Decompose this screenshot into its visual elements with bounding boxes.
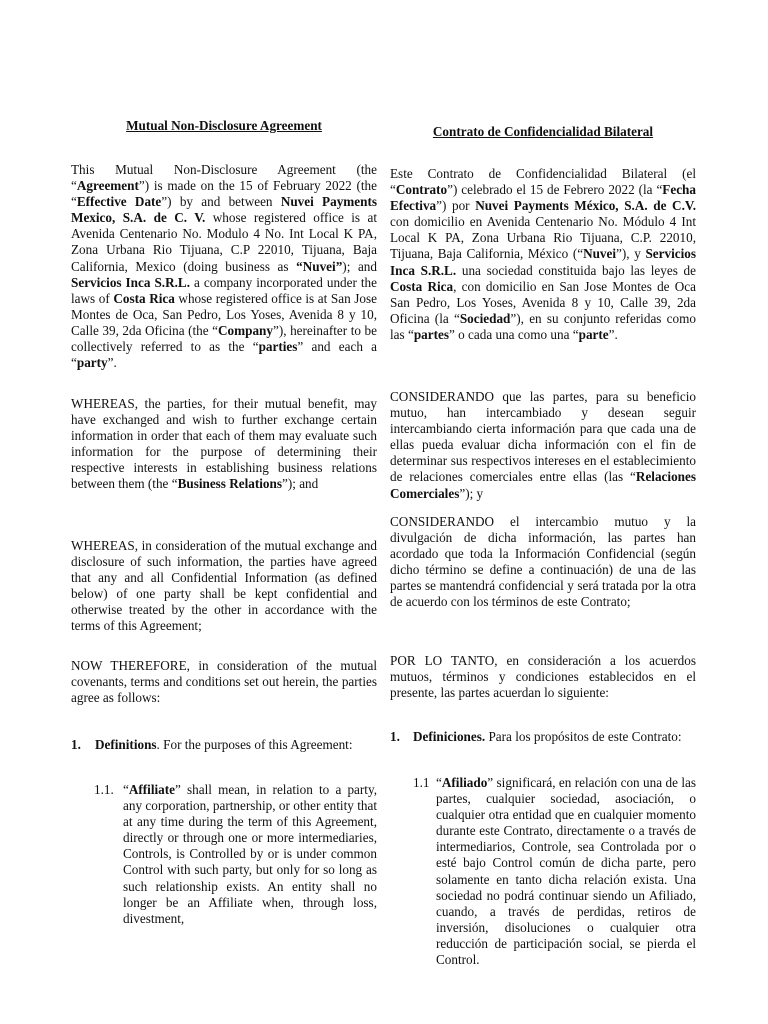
spanish-por-lo-tanto: POR LO TANTO, en consideración a los acuerdos mutuos, términos y condiciones establecidos en el presente, las partes acuerdan lo siguiente: xyxy=(390,653,696,701)
spanish-clause-1-1 xyxy=(413,775,696,968)
spanish-considerando-1: CONSIDERANDO que las partes, para su beneficio mutuo, han intercambiado y desean seguir intercambiando cierta información para que cada una de ellas pueda evaluar dicha información con el fin de determinar sus respectivos intereses en el establecimiento de relaciones comerciales entre ellas (las “Relaciones Comerciales”); y xyxy=(390,389,696,501)
spanish-title: Contrato de Confidencialidad Bilateral xyxy=(432,124,654,139)
english-whereas-1: WHEREAS, the parties, for their mutual benefit, may have exchanged and wish to further exchange certain information in order that each of them may evaluate such information for the purpose of determining their respective interests in establishing business relations between them (the “Business Relations”); and xyxy=(71,396,377,492)
english-clause-1-1-text: “Affiliate” shall mean, in relation to a party, any corporation, partnership, or other entity that at any time during the term of this Agreement, directly or through one or more intermediaries, Controls, is Controlled by or is under common Control with such party, but only for so long as such relationship exists. An entity shall no longer be an Affiliate when, through loss, divestment, xyxy=(123,782,377,926)
english-section-1 xyxy=(71,737,377,753)
spanish-clause-1-1-text: “Afiliado” significará, en relación con una de las partes, cualquier sociedad, asociación, o cualquier otra entidad que en cualquier momento durante este Contrato, directamente o a través de intermediarios, Controle, sea Controlada por o esté bajo Control común de dicha parte, pero solamente en tanto dicha relación exista. Una sociedad no podrá continuar siendo un Afiliado, cuando, a través de perdidas, retiros de inversión, disoluciones o cualquier otra reducción de participación social, se pierda el Control. xyxy=(436,775,696,968)
spanish-clause-1-1-number: 1.1 xyxy=(413,775,430,790)
spanish-section-1-number: 1. xyxy=(390,729,400,744)
english-section-1-number: 1. xyxy=(71,737,81,752)
english-whereas-2: WHEREAS, in consideration of the mutual exchange and disclosure of such information, the parties have agreed that any and all Confidential Information (as defined below) of one party shall be kept confidential and otherwise treated by the other in accordance with the terms of this Agreement; xyxy=(71,538,377,634)
english-title: Mutual Non-Disclosure Agreement xyxy=(126,118,322,133)
spanish-section-1 xyxy=(390,729,696,745)
english-now-therefore: NOW THEREFORE, in consideration of the mutual covenants, terms and conditions set out herein, the parties agree as follows: xyxy=(71,658,377,706)
english-clause-1-1 xyxy=(94,782,377,927)
english-section-1-heading: Definitions. For the purposes of this Agreement: xyxy=(95,737,353,752)
english-clause-1-1-number: 1.1. xyxy=(94,782,114,797)
spanish-section-1-heading: Definiciones. Para los propósitos de este Contrato: xyxy=(413,729,682,744)
english-preamble: This Mutual Non-Disclosure Agreement (the “Agreement”) is made on the 15 of February 2022 (the “Effective Date”) by and between Nuvei Payments Mexico, S.A. de C. V. whose registered office is at Avenida Centenario No. Modulo 4 No. Int Local K PA, Zona Urbana Rio Tijuana, C.P 22010, Tijuana, Baja California, Mexico (doing business as “Nuvei”); and Servicios Inca S.R.L. a company incorporated under the laws of Costa Rica whose registered office is at San Jose Montes de Oca, San Pedro, Los Yoses, Avenida 8 y 10, Calle 39, 2da Oficina (the “Company”), hereinafter to be collectively referred to as the “parties” and each a “party”. xyxy=(71,162,378,371)
spanish-considerando-2: CONSIDERANDO el intercambio mutuo y la divulgación de dicha información, las partes han acordado que toda la Información Confidencial (según dicho término se define a continuación) de una de las partes se mantendrá confidencial y será tratada por la otra de acuerdo con los términos de este Contrato; xyxy=(390,514,696,610)
spanish-preamble: Este Contrato de Confidencialidad Bilateral (el “Contrato”) celebrado el 15 de Febrero 2022 (la “Fecha Efectiva”) por Nuvei Payments México, S.A. de C.V. con domicilio en Avenida Centenario No. Módulo 4 Int Local K PA, Zona Urbana Rio Tijuana, C.P. 22010, Tijuana, Baja California, México (“Nuvei”), y Servicios Inca S.R.L. una sociedad constituida bajo las leyes de Costa Rica, con domicilio en San Jose Montes de Oca San Pedro, Los Yoses, Avenida 8 y 10, Calle 39, 2da Oficina (la “Sociedad”), en su conjunto referidas como las “partes” o cada una como una “parte”. xyxy=(390,166,697,342)
